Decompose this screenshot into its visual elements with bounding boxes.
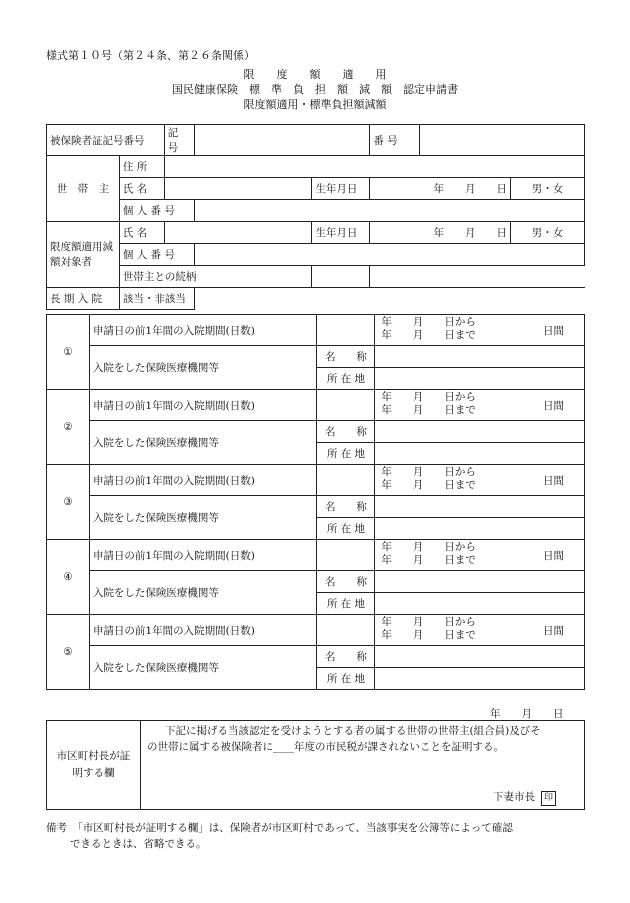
label-hospital: 入院をした保険医療機関等 bbox=[89, 571, 317, 615]
entry-number: ① bbox=[47, 315, 90, 390]
label-hospital-name: 名 称 bbox=[317, 496, 375, 518]
label-hospital-address: 所 在 地 bbox=[317, 518, 375, 540]
field-period-days-blank[interactable] bbox=[317, 615, 375, 646]
field-hospital-address[interactable] bbox=[375, 368, 585, 390]
label-birth: 生年月日 bbox=[312, 178, 370, 200]
period-to: 年 月 日まで bbox=[381, 404, 476, 416]
title-line-2: 国民健康保険 標 準 負 担 額 減 額 認定申請書 bbox=[172, 83, 458, 96]
period-days: 日間 bbox=[543, 400, 564, 412]
entry-period-row bbox=[47, 465, 585, 496]
label-hospital-address: 所 在 地 bbox=[317, 368, 375, 390]
blank-cell bbox=[194, 288, 584, 310]
entry-period-row bbox=[47, 390, 585, 421]
label-householder: 世 帯 主 bbox=[47, 156, 120, 222]
field-long-stay[interactable]: 該当・非該当 bbox=[119, 288, 194, 310]
label-hospital: 入院をした保険医療機関等 bbox=[89, 346, 317, 390]
period-days: 日間 bbox=[543, 550, 564, 562]
field-target-birthdate[interactable]: 年 月 日 bbox=[370, 222, 511, 244]
label-target-personal-number: 個 人 番 号 bbox=[119, 244, 194, 266]
label-hospital: 入院をした保険医療機関等 bbox=[89, 646, 317, 690]
field-hospital-address[interactable] bbox=[375, 518, 585, 540]
label-target-birth: 生年月日 bbox=[312, 222, 370, 244]
field-period-range[interactable] bbox=[375, 390, 585, 421]
field-name[interactable] bbox=[164, 178, 312, 200]
period-to: 年 月 日まで bbox=[381, 629, 476, 641]
period-days: 日間 bbox=[543, 325, 564, 337]
mayor-name: 下妻市長 bbox=[493, 791, 535, 803]
entry-number: ③ bbox=[47, 465, 90, 540]
label-hospital-address: 所 在 地 bbox=[317, 443, 375, 465]
entry-period-row bbox=[47, 540, 585, 571]
period-from: 年 月 日から bbox=[381, 316, 476, 328]
field-period-days-blank[interactable] bbox=[317, 540, 375, 571]
field-hospital-name[interactable] bbox=[375, 571, 585, 593]
mayor-signature bbox=[493, 789, 556, 806]
label-period: 申請日の前1年間の入院期間(日数) bbox=[89, 390, 317, 421]
label-long-stay: 長 期 入 院 bbox=[47, 288, 120, 310]
field-period-days-blank[interactable] bbox=[317, 315, 375, 346]
label-personal-number: 個 人 番 号 bbox=[119, 200, 194, 222]
period-from: 年 月 日から bbox=[381, 466, 476, 478]
field-period-range[interactable] bbox=[375, 615, 585, 646]
label-target-person: 限度額適用減額対象者 bbox=[47, 222, 120, 288]
field-hospital-name[interactable] bbox=[375, 421, 585, 443]
field-period-range[interactable] bbox=[375, 540, 585, 571]
field-period-range[interactable] bbox=[375, 315, 585, 346]
entry-number: ⑤ bbox=[47, 615, 90, 690]
application-table bbox=[46, 124, 585, 310]
period-from: 年 月 日から bbox=[381, 541, 476, 553]
label-period: 申請日の前1年間の入院期間(日数) bbox=[89, 615, 317, 646]
certification-box bbox=[46, 720, 585, 810]
field-hospital-address[interactable] bbox=[375, 668, 585, 690]
form-number: 様式第１０号（第２４条、第２６条関係） bbox=[46, 49, 255, 62]
label-hospital: 入院をした保険医療機関等 bbox=[89, 496, 317, 540]
blank-cell bbox=[370, 266, 585, 288]
field-target-sex[interactable]: 男・女 bbox=[511, 222, 585, 244]
label-hospital-name: 名 称 bbox=[317, 571, 375, 593]
label-period: 申請日の前1年間の入院期間(日数) bbox=[89, 465, 317, 496]
field-period-days-blank[interactable] bbox=[317, 390, 375, 421]
period-to: 年 月 日まで bbox=[381, 479, 476, 491]
field-kigo[interactable] bbox=[194, 125, 370, 156]
label-hospital-name: 名 称 bbox=[317, 421, 375, 443]
note-line-1: 備考 「市区町村長が証明する欄」は、保険者が市区町村であって、当該事実を公簿等によって確認 bbox=[46, 822, 513, 834]
period-from: 年 月 日から bbox=[381, 616, 476, 628]
field-hospital-name[interactable] bbox=[375, 646, 585, 668]
field-hospital-address[interactable] bbox=[375, 593, 585, 615]
period-to: 年 月 日まで bbox=[381, 329, 476, 341]
period-days: 日間 bbox=[543, 475, 564, 487]
label-insured-number: 被保険者証記号番号 bbox=[47, 125, 165, 156]
period-days: 日間 bbox=[543, 625, 564, 637]
field-sex[interactable]: 男・女 bbox=[511, 178, 585, 200]
field-hospital-name[interactable] bbox=[375, 346, 585, 368]
entry-period-row bbox=[47, 615, 585, 646]
note-line-2: できるときは、省略できる。 bbox=[70, 838, 207, 850]
field-hospital-address[interactable] bbox=[375, 443, 585, 465]
seal-stamp: 印 bbox=[541, 791, 556, 806]
field-period-days-blank[interactable] bbox=[317, 465, 375, 496]
period-to: 年 月 日まで bbox=[381, 554, 476, 566]
label-hospital-address: 所 在 地 bbox=[317, 593, 375, 615]
certification-text-2: の世帯に属する被保険者に____年度の市民税が課されないことを証明する。 bbox=[147, 741, 504, 753]
entry-period-row bbox=[47, 315, 585, 346]
label-address: 住 所 bbox=[119, 156, 164, 178]
field-bango[interactable] bbox=[420, 125, 585, 156]
label-period: 申請日の前1年間の入院期間(日数) bbox=[89, 540, 317, 571]
label-period: 申請日の前1年間の入院期間(日数) bbox=[89, 315, 317, 346]
title-line-3: 限度額適用・標準負担額減額 bbox=[243, 98, 387, 111]
label-relation: 世帯主との続柄 bbox=[119, 266, 312, 288]
field-target-name[interactable] bbox=[164, 222, 312, 244]
field-period-range[interactable] bbox=[375, 465, 585, 496]
field-address[interactable] bbox=[164, 156, 584, 178]
field-target-personal-number[interactable] bbox=[194, 244, 584, 266]
label-name: 氏 名 bbox=[119, 178, 164, 200]
hospitalization-table bbox=[46, 314, 585, 690]
label-hospital: 入院をした保険医療機関等 bbox=[89, 421, 317, 465]
label-hospital-name: 名 称 bbox=[317, 646, 375, 668]
footer-date[interactable]: 年 月 日 bbox=[490, 708, 564, 720]
period-from: 年 月 日から bbox=[381, 391, 476, 403]
field-hospital-name[interactable] bbox=[375, 496, 585, 518]
entry-number: ② bbox=[47, 390, 90, 465]
label-target-name: 氏 名 bbox=[119, 222, 164, 244]
entry-number: ④ bbox=[47, 540, 90, 615]
certification-text-1: 下記に掲げる当該認定を受けようとする者の属する世帯の世帯主(組合員)及びそ bbox=[165, 725, 541, 737]
certification-label: 市区町村長が証明する欄 bbox=[47, 721, 141, 809]
field-personal-number[interactable] bbox=[194, 200, 584, 222]
field-birthdate[interactable]: 年 月 日 bbox=[370, 178, 511, 200]
label-hospital-address: 所 在 地 bbox=[317, 668, 375, 690]
field-relation[interactable] bbox=[312, 266, 370, 288]
title-line-1: 限 度 額 適 用 bbox=[243, 68, 387, 81]
label-hospital-name: 名 称 bbox=[317, 346, 375, 368]
label-kigo: 記 号 bbox=[164, 125, 194, 156]
label-bango: 番 号 bbox=[370, 125, 420, 156]
